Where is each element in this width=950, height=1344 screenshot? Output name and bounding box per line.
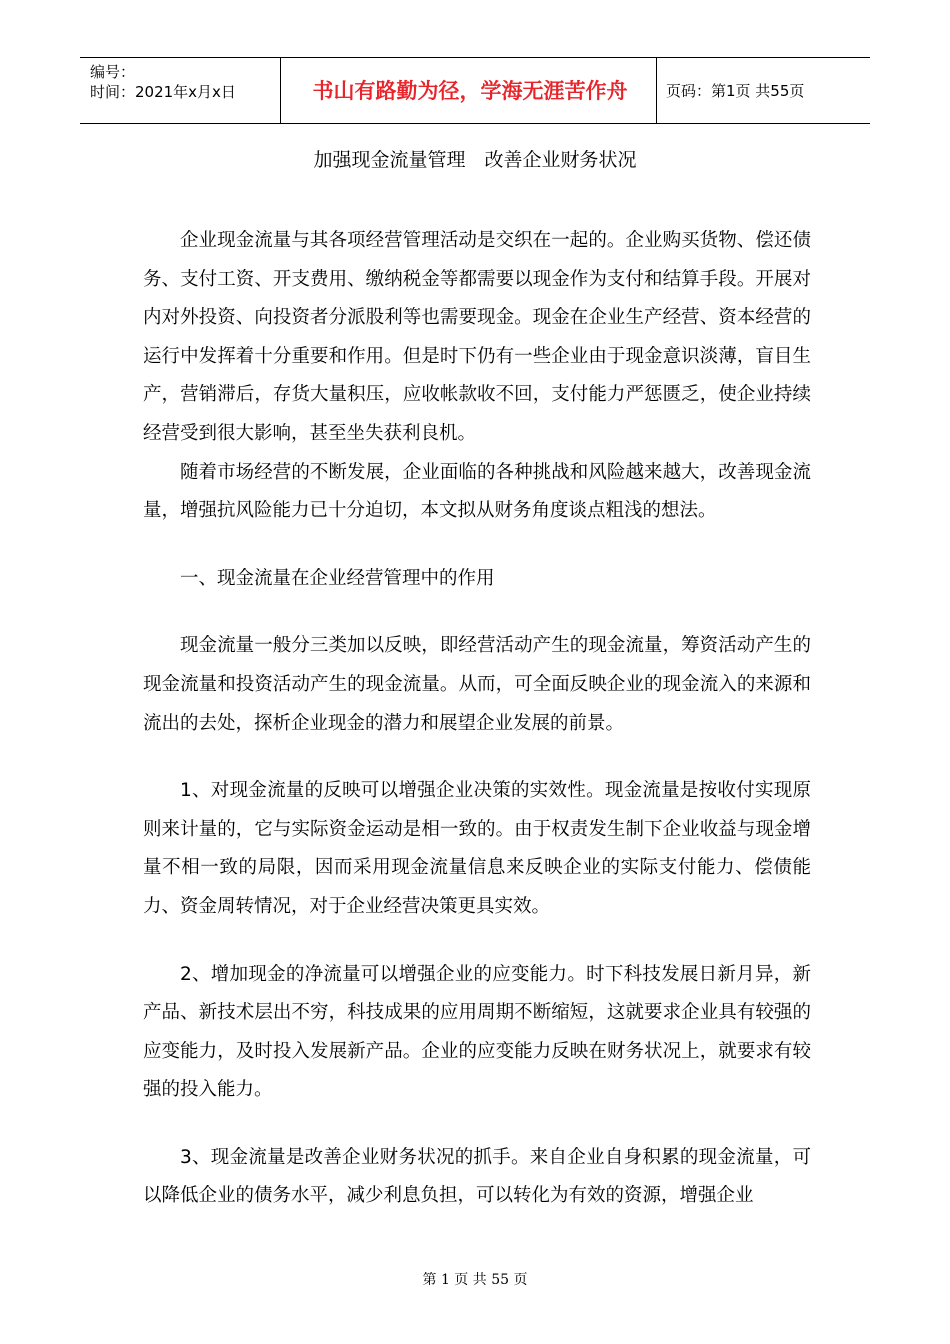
paragraph-point-1: 1、对现金流量的反映可以增强企业决策的实效性。现金流量是按收付实现原则来计量的，它与实际资金运动是相一致的。由于权责发生制下企业收益与现金增量不相一致的局限，因而采用现金流量信息来反映企业的实际支付能力、偿债能力、资金周转情况，对于企业经营决策更具实效。 — [143, 780, 811, 917]
document-time-label: 时间：2021年x月x日 — [90, 83, 236, 101]
document-body — [143, 222, 811, 1216]
header-page-info: 页码：第1页 共55页 — [666, 82, 805, 100]
paragraph-intro: 企业现金流量与其各项经营管理活动是交织在一起的。企业购买货物、偿还债务、支付工资、开支费用、缴纳税金等都需要以现金作为支付和结算手段。开展对内对外投资、向投资者分派股利等也需要现金。现金在企业生产经营、资本经营的运行中发挥着十分重要和作用。但是时下仍有一些企业由于现金意识淡薄，盲目生产，营销滞后，存货大量积压，应收帐款收不回，支付能力严惩匮乏，使企业持续经营受到很大影响，甚至坐失获利良机。 — [143, 230, 811, 444]
document-number-label: 编号： — [90, 63, 136, 81]
section-heading: 一、现金流量在企业经营管理中的作用 — [180, 567, 495, 589]
header-divider-left — [280, 58, 281, 123]
header-meta — [90, 62, 236, 102]
header-divider-right — [656, 58, 657, 123]
page-header — [80, 57, 870, 124]
paragraph-overview: 现金流量一般分三类加以反映，即经营活动产生的现金流量，筹资活动产生的现金流量和投资活动产生的现金流量。从而，可全面反映企业的现金流入的来源和流出的去处，探析企业现金的潜力和展望企业发展的前景。 — [143, 635, 811, 734]
document-title: 加强现金流量管理 改善企业财务状况 — [313, 149, 637, 171]
paragraph-background: 随着市场经营的不断发展，企业面临的各种挑战和风险越来越大，改善现金流量，增强抗风险能力已十分迫切，本文拟从财务角度谈点粗浅的想法。 — [143, 461, 811, 522]
page-footer: 第 1 页 共 55 页 — [422, 1272, 528, 1288]
paragraph-point-3: 3、现金流量是改善企业财务状况的抓手。来自企业自身积累的现金流量，可以降低企业的债务水平，减少利息负担，可以转化为有效的资源，增强企业 — [143, 1146, 811, 1207]
header-motto: 书山有路勤为径，学海无涯苦作舟 — [312, 78, 628, 103]
paragraph-point-2: 2、增加现金的净流量可以增强企业的应变能力。时下科技发展日新月异，新产品、新技术层出不穷，科技成果的应用周期不断缩短，这就要求企业具有较强的应变能力，及时投入发展新产品。企业的应变能力反映在财务状况上，就要求有较强的投入能力。 — [143, 963, 811, 1101]
